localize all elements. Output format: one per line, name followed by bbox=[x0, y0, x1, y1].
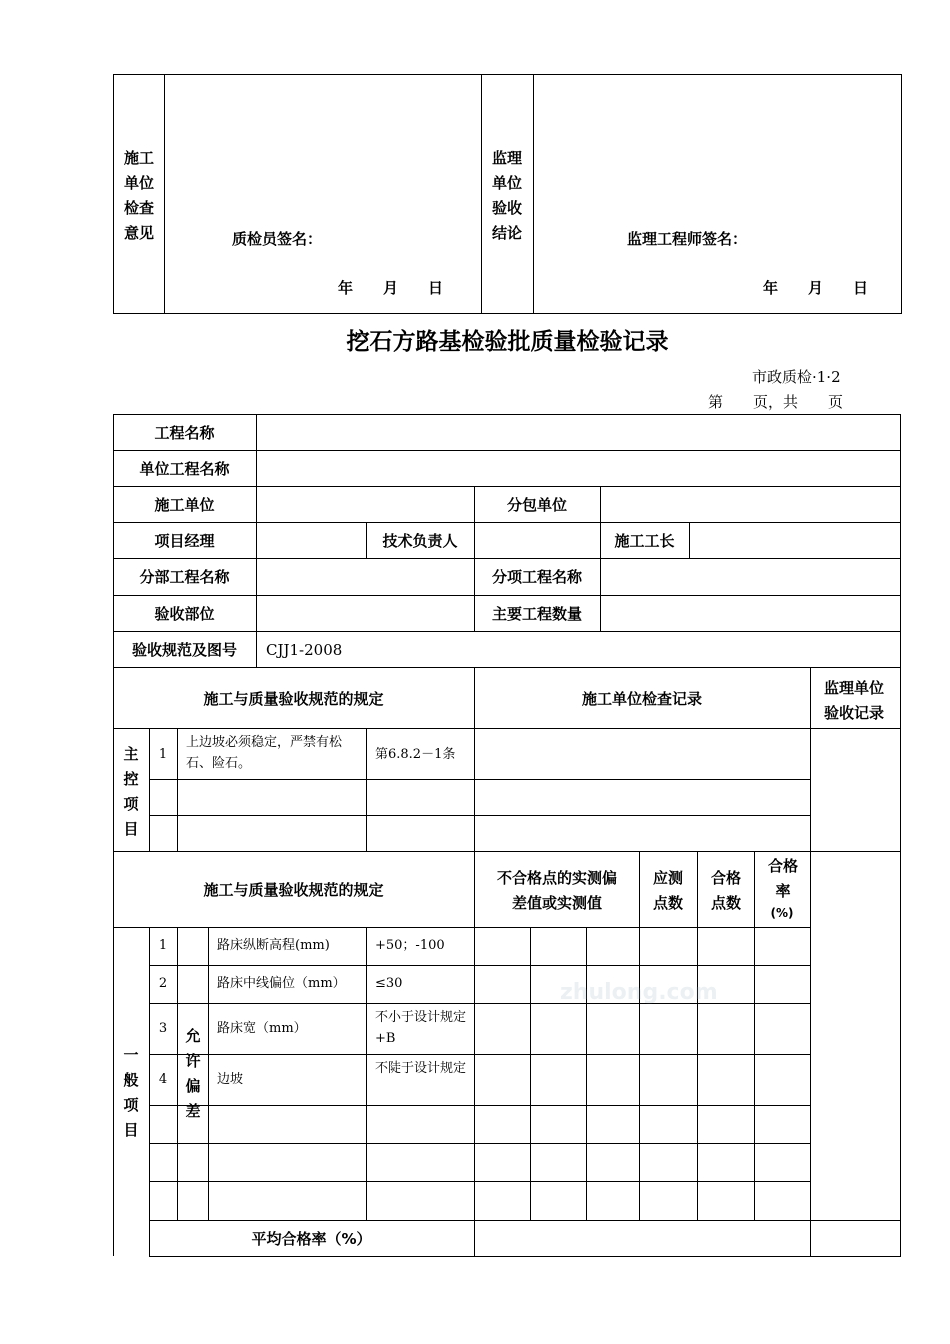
main-item-no: 1 bbox=[158, 747, 168, 762]
general-item-no-1: 1 bbox=[158, 938, 168, 953]
label-division-name: 分部工程名称 bbox=[139, 568, 230, 586]
top-divider-1 bbox=[164, 74, 165, 314]
general-item-name-1: 路床纵断高程(mm) bbox=[217, 938, 330, 953]
label-spec: 验收规范及图号 bbox=[131, 641, 237, 659]
inspector-signature-label: 质检员签名： bbox=[232, 230, 323, 248]
main-item-desc: 上边坡必须稳定，严禁有松石、险石。 bbox=[186, 735, 343, 771]
general-item-no-2: 2 bbox=[158, 976, 168, 991]
document-code: 市政质检·1·2 bbox=[752, 368, 841, 386]
page-title: 挖石方路基检验批质量检验记录 bbox=[346, 329, 669, 355]
construction-date: 年 月 日 bbox=[338, 279, 444, 297]
general-item-name-2: 路床中线偏位（mm） bbox=[217, 976, 346, 991]
label-site-foreman: 施工工长 bbox=[614, 532, 675, 550]
label-construction-unit: 施工单位 bbox=[154, 496, 215, 514]
general-item-name-3: 路床宽（mm） bbox=[217, 1021, 307, 1036]
header-construction-record: 施工单位检查记录 bbox=[581, 690, 702, 708]
label-acceptance-part: 验收部位 bbox=[154, 605, 215, 623]
label-main-quantity: 主要工程数量 bbox=[491, 605, 582, 623]
construction-inspection-label: 施工单位检查意见 bbox=[123, 149, 154, 242]
top-divider-3 bbox=[533, 74, 534, 314]
main-control-label: 主控项目 bbox=[123, 745, 139, 838]
top-divider-2 bbox=[481, 74, 482, 314]
label-subitem-name: 分项工程名称 bbox=[491, 568, 582, 586]
label-project-manager: 项目经理 bbox=[154, 532, 215, 550]
header-supervision-record: 监理单位验收记录 bbox=[823, 679, 884, 722]
general-item-value-2: ≤30 bbox=[375, 976, 403, 991]
general-item-value-3: 不小于设计规定+B bbox=[375, 1010, 467, 1046]
page-info: 第 页，共 页 bbox=[708, 393, 844, 411]
general-item-value-1: +50；-100 bbox=[375, 938, 445, 953]
label-subcontract-unit: 分包单位 bbox=[506, 496, 567, 514]
general-item-no-4: 4 bbox=[158, 1072, 168, 1087]
header-spec-rule: 施工与质量验收规范的规定 bbox=[203, 690, 384, 708]
header-pass-points: 合格点数 bbox=[710, 869, 741, 912]
general-item-name-4: 边坡 bbox=[217, 1072, 244, 1087]
header-pass-rate: 合格率 bbox=[767, 857, 798, 900]
general-items-label: 一般项目 bbox=[123, 1046, 139, 1139]
header-spec-rule-2: 施工与质量验收规范的规定 bbox=[203, 881, 384, 899]
general-item-value-4: 不陡于设计规定 bbox=[375, 1061, 467, 1076]
main-item-ref: 第6.8.2－1条 bbox=[375, 747, 456, 762]
label-unit-project-name: 单位工程名称 bbox=[139, 460, 230, 478]
supervision-date: 年 月 日 bbox=[763, 279, 869, 297]
supervisor-signature-label: 监理工程师签名： bbox=[627, 230, 748, 248]
watermark-text: zhulong.com bbox=[560, 980, 718, 1005]
supervision-conclusion-label: 监理单位验收结论 bbox=[491, 149, 522, 242]
header-pass-rate-unit: (%) bbox=[770, 906, 794, 920]
header-should-points: 应测点数 bbox=[652, 869, 683, 912]
general-item-no-3: 3 bbox=[158, 1021, 168, 1036]
allow-deviation-label: 允许偏差 bbox=[185, 1027, 201, 1120]
header-deviation: 不合格点的实测偏差值或实测值 bbox=[496, 869, 617, 912]
label-project-name: 工程名称 bbox=[154, 424, 215, 442]
average-pass-rate-label: 平均合格率（%） bbox=[251, 1230, 372, 1248]
spec-value: CJJ1-2008 bbox=[266, 641, 343, 659]
label-tech-lead: 技术负责人 bbox=[382, 532, 458, 550]
